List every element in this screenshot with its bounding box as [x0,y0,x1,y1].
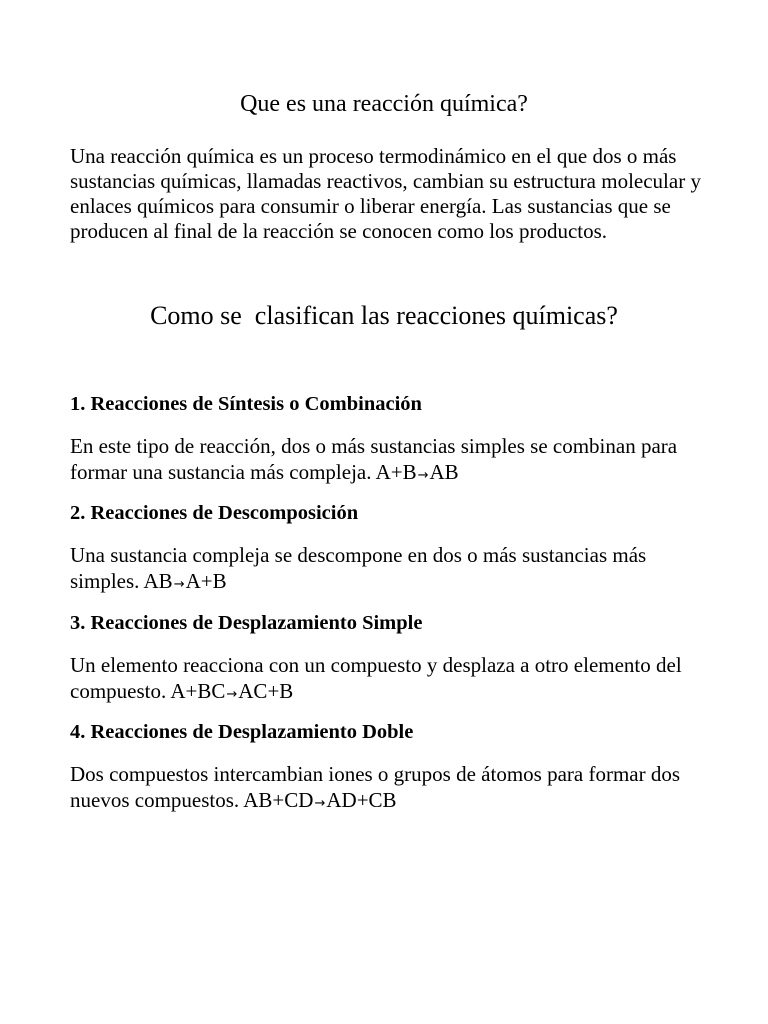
formula-reactants: AB+CD [243,788,314,812]
reaction-type-description [70,652,702,708]
arrow-icon: → [173,577,185,592]
reaction-type-description [70,761,702,817]
formula-reactants: AB [143,569,173,593]
document-title: Que es una reacción química? [240,91,528,117]
section-heading-classification: Como se clasifican las reacciones químicas? [150,301,618,330]
description-text: En este tipo de reacción, dos o más sustancias simples se combinan para formar una sustancia más compleja. [70,434,678,484]
reaction-type-heading: 3. Reacciones de Desplazamiento Simple [70,612,423,634]
formula-products: AB [429,460,459,484]
description-text: Dos compuestos intercambian iones o grupos de átomos para formar dos nuevos compuestos. [70,762,681,812]
formula-products: AC+B [238,679,294,703]
formula-reactants: A+B [375,460,417,484]
reaction-type-heading: 4. Reacciones de Desplazamiento Doble [70,721,414,743]
reaction-formula [376,460,459,484]
arrow-icon: → [226,687,238,702]
arrow-icon: → [417,468,429,483]
arrow-icon: → [314,796,326,811]
description-text: Una sustancia compleja se descompone en dos o más sustancias más simples. [70,543,647,593]
formula-products: AD+CB [326,788,397,812]
formula-products: A+B [185,569,227,593]
reaction-type-description [70,433,702,489]
reaction-formula [144,569,227,593]
formula-reactants: A+BC [170,679,226,703]
reaction-type-heading: 1. Reacciones de Síntesis o Combinación [70,393,422,415]
reaction-type-description [70,542,702,598]
reaction-formula [170,679,293,703]
reaction-formula [243,788,396,812]
reaction-type-heading: 2. Reacciones de Descomposición [70,502,359,524]
description-text: Un elemento reacciona con un compuesto y desplaza a otro elemento del compuesto. [70,653,682,703]
intro-paragraph: Una reacción química es un proceso termodinámico en el que dos o más sustancias químicas, llamadas reactivos, cambian su estructura molecular y enlaces químicos para consumir o liberar energía. Las sustancias que se producen al final de la reacción se conocen como los productos. [70,144,701,243]
